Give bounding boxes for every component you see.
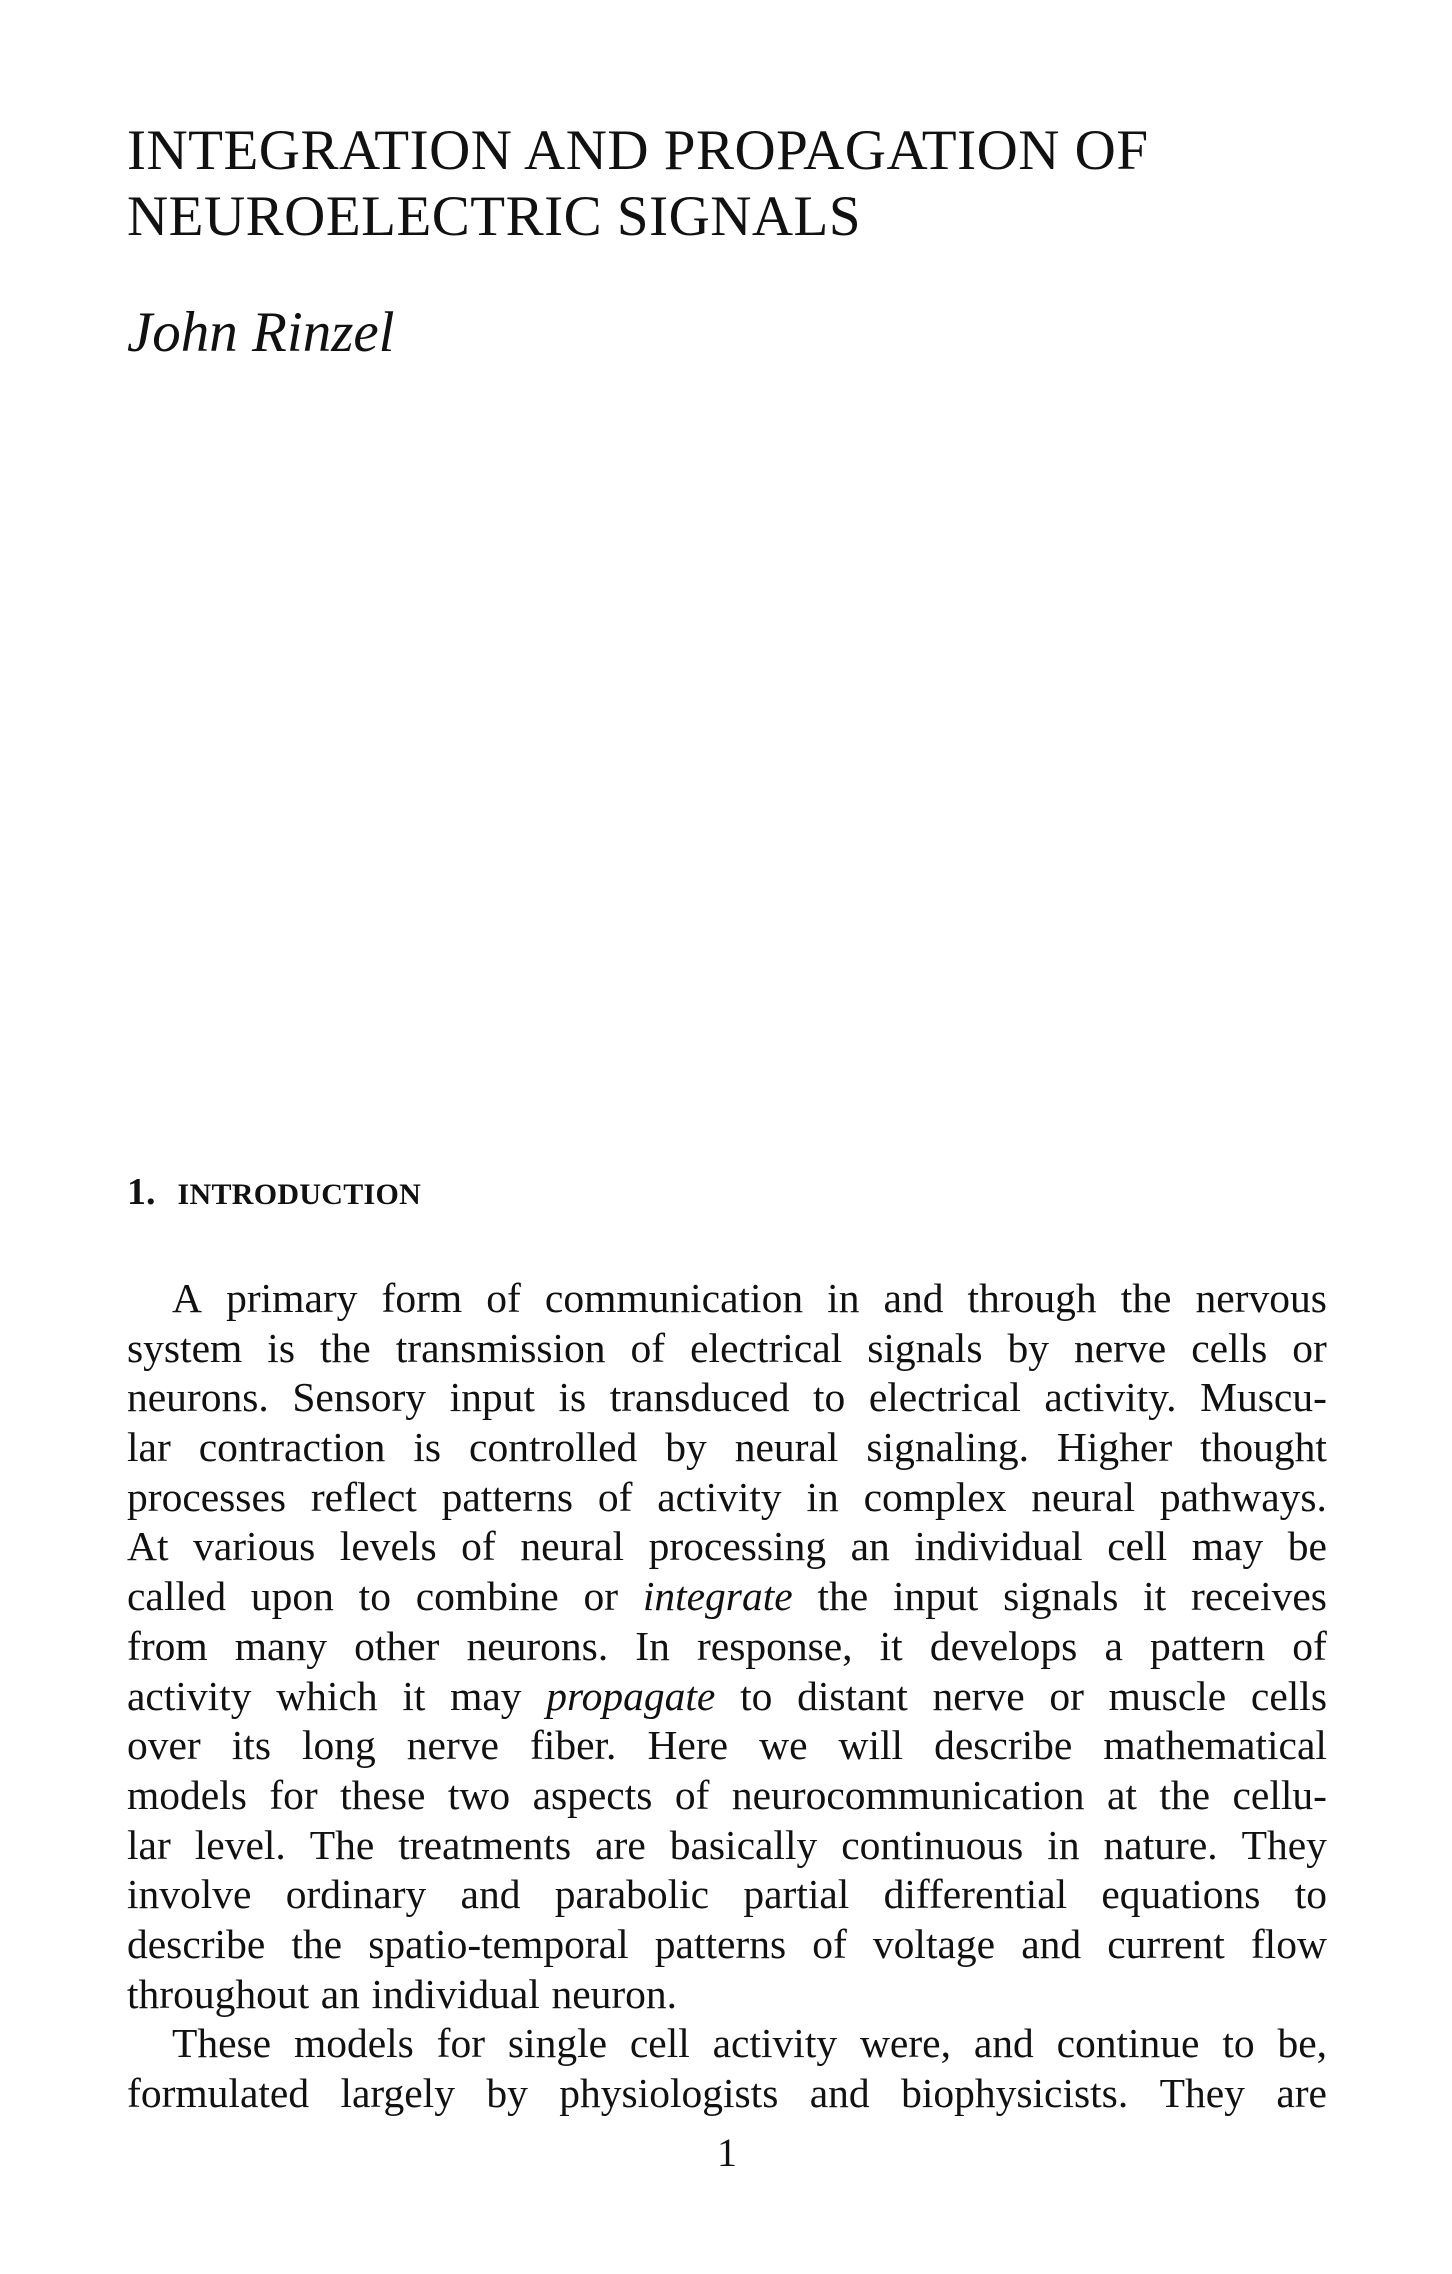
word: of <box>461 1523 496 1570</box>
word: were, <box>859 2020 951 2067</box>
word: response, <box>696 1622 853 1669</box>
word: through <box>967 1275 1097 1321</box>
word: The <box>309 1821 375 1868</box>
word: neural <box>520 1523 625 1570</box>
word: nerve <box>406 1722 499 1769</box>
text-line <box>127 1920 1327 1970</box>
word: we <box>759 1722 808 1769</box>
word: the <box>320 1324 371 1371</box>
title-line-2: NEUROELECTRIC SIGNALS <box>127 185 862 248</box>
word: may <box>1191 1523 1264 1570</box>
word: contraction <box>198 1424 386 1471</box>
word: electrical <box>690 1324 843 1371</box>
word: These <box>172 2020 272 2067</box>
paragraph-2 <box>127 2019 1327 2118</box>
word: by <box>665 1424 707 1471</box>
word: will <box>838 1722 904 1769</box>
word: biophysicists. <box>901 2070 1129 2116</box>
word: reflect <box>310 1473 417 1520</box>
word: to <box>1294 1871 1327 1918</box>
text-line <box>127 2069 1327 2119</box>
word: activity <box>712 2020 838 2067</box>
word: or <box>1049 1672 1084 1719</box>
word: and <box>809 2070 870 2116</box>
word: transmission <box>395 1324 606 1371</box>
word: integrate <box>642 1573 793 1620</box>
word: upon <box>250 1573 334 1620</box>
word: models <box>127 1771 247 1818</box>
text-line <box>127 1572 1327 1622</box>
word: by <box>1007 1324 1049 1371</box>
word: describe <box>127 1920 266 1967</box>
word: signals <box>1003 1573 1119 1620</box>
word: from <box>127 1622 208 1669</box>
word: aspects <box>532 1771 653 1818</box>
word: be <box>1287 1523 1327 1570</box>
text-line <box>127 1373 1327 1423</box>
article-title <box>127 118 1327 250</box>
word: individual <box>914 1523 1083 1570</box>
word: system <box>127 1324 243 1371</box>
word: are <box>595 1821 646 1868</box>
word: communication <box>544 1275 804 1321</box>
word: complex <box>863 1473 1007 1520</box>
text-line <box>127 1821 1327 1871</box>
word: formulated <box>127 2070 310 2116</box>
text-line <box>127 1473 1327 1523</box>
text-line <box>127 1423 1327 1473</box>
word: or <box>1292 1324 1327 1371</box>
word: current <box>1107 1920 1225 1967</box>
word: many <box>234 1622 327 1669</box>
word: input <box>892 1573 979 1620</box>
text-line <box>127 1324 1327 1374</box>
author-name: John Rinzel <box>127 301 395 364</box>
word: Higher <box>1056 1424 1173 1471</box>
word: the <box>1159 1771 1211 1818</box>
word: various <box>193 1523 316 1570</box>
word: be, <box>1277 2020 1327 2067</box>
word: signaling. <box>866 1424 1029 1471</box>
text-line <box>127 1721 1327 1771</box>
word: single <box>507 2020 608 2067</box>
word: They <box>1241 1821 1327 1868</box>
word: ordinary <box>285 1871 427 1918</box>
word: continuous <box>841 1821 1024 1868</box>
word: muscle <box>1108 1672 1227 1719</box>
word: called <box>127 1573 227 1620</box>
word: in <box>1047 1821 1080 1868</box>
word: may <box>450 1672 522 1719</box>
word: an <box>320 1970 360 2017</box>
page-number: 1 <box>717 2130 737 2175</box>
word: cellu- <box>1232 1771 1327 1818</box>
word: partial <box>743 1871 850 1918</box>
body-text <box>127 1274 1327 2119</box>
word: it <box>879 1622 903 1669</box>
word: its <box>231 1722 271 1769</box>
word: long <box>302 1722 376 1769</box>
word: a <box>1104 1622 1123 1669</box>
word: in <box>827 1275 860 1321</box>
text-line <box>127 1622 1327 1672</box>
word: treatments <box>398 1821 572 1868</box>
word: over <box>127 1722 201 1769</box>
word: involve <box>127 1871 252 1918</box>
word: In <box>635 1622 670 1669</box>
word: nature. <box>1103 1821 1218 1868</box>
word: thought <box>1200 1424 1327 1471</box>
word: basically <box>669 1821 818 1868</box>
word: signals <box>867 1324 983 1371</box>
word: patterns <box>441 1473 573 1520</box>
word: nerve <box>1074 1324 1167 1371</box>
word: which <box>276 1672 378 1719</box>
word: Here <box>647 1722 729 1769</box>
section-heading <box>127 1172 421 1215</box>
word: describe <box>934 1722 1073 1769</box>
word: neurons. <box>466 1622 609 1669</box>
word: by <box>486 2070 528 2116</box>
word: to <box>740 1672 773 1719</box>
word: cell <box>629 2020 690 2067</box>
word: models <box>293 2020 414 2067</box>
word: pathways. <box>1159 1473 1327 1520</box>
word: mathematical <box>1103 1722 1327 1769</box>
word: neurocommunication <box>731 1771 1085 1818</box>
word: controlled <box>469 1424 638 1471</box>
word: in <box>806 1473 839 1520</box>
text-line <box>127 1970 1327 2020</box>
word: other <box>354 1622 440 1669</box>
word: fiber. <box>529 1722 617 1769</box>
word: neuron. <box>551 1970 678 2017</box>
word: and <box>1021 1920 1082 1967</box>
word: neural <box>1031 1473 1135 1520</box>
word: physiologists <box>559 2070 779 2116</box>
word: processing <box>648 1523 827 1570</box>
text-line <box>127 1522 1327 1572</box>
word: neurons. <box>127 1374 269 1421</box>
word: Muscu- <box>1200 1374 1327 1421</box>
word: of <box>630 1324 666 1371</box>
word: these <box>340 1771 426 1818</box>
word: and <box>460 1871 521 1918</box>
word: processes <box>127 1473 287 1520</box>
word: and <box>883 1275 944 1321</box>
word: primary <box>226 1275 358 1321</box>
word: of <box>486 1275 521 1321</box>
word: to <box>1222 2020 1255 2067</box>
word: of <box>812 1920 847 1967</box>
word: are <box>1276 2070 1327 2116</box>
word: to <box>358 1573 391 1620</box>
word: nerve <box>932 1672 1025 1719</box>
word: of <box>1292 1622 1327 1669</box>
word: the <box>817 1573 869 1620</box>
text-line <box>127 1274 1327 1324</box>
section-number: 1. <box>127 1171 156 1213</box>
word: lar <box>127 1821 171 1868</box>
word: activity. <box>1044 1374 1177 1421</box>
word: patterns <box>654 1920 787 1967</box>
word: lar <box>127 1424 171 1471</box>
word: equations <box>1101 1871 1261 1918</box>
word: propagate <box>546 1672 716 1719</box>
word: voltage <box>872 1920 996 1967</box>
word: At <box>127 1523 169 1570</box>
text-line <box>127 1672 1327 1722</box>
text-line <box>127 2019 1327 2069</box>
word: parabolic <box>554 1871 710 1918</box>
word: nervous <box>1195 1275 1327 1321</box>
word: throughout <box>127 1970 310 2017</box>
word: and <box>973 2020 1034 2067</box>
word: it <box>1143 1573 1167 1620</box>
word: largely <box>340 2070 455 2116</box>
title-line-1: INTEGRATION AND PROPAGATION OF <box>127 119 1149 182</box>
word: Sensory <box>292 1374 427 1421</box>
paragraph-1 <box>127 1274 1327 2019</box>
word: flow <box>1250 1920 1327 1967</box>
word: the <box>291 1920 343 1967</box>
word: activity <box>657 1473 782 1520</box>
word: or <box>583 1573 619 1620</box>
word: develops <box>929 1622 1078 1669</box>
page <box>127 0 1327 2274</box>
word: electrical <box>868 1374 1021 1421</box>
word: is <box>413 1424 442 1471</box>
word: levels <box>339 1523 437 1570</box>
word: differential <box>883 1871 1068 1918</box>
text-line <box>127 1771 1327 1821</box>
word: They <box>1159 2070 1245 2116</box>
word: combine <box>415 1573 559 1620</box>
word: receives <box>1191 1573 1327 1620</box>
word: the <box>1120 1275 1172 1321</box>
word: A <box>172 1275 202 1321</box>
word: activity <box>127 1672 252 1719</box>
section-title: INTRODUCTION <box>177 1178 422 1211</box>
word: cells <box>1250 1672 1327 1719</box>
word: at <box>1106 1771 1137 1818</box>
word: transduced <box>609 1374 790 1421</box>
word: to <box>813 1374 846 1421</box>
word: distant <box>797 1672 908 1719</box>
word: two <box>447 1771 511 1818</box>
word: form <box>381 1275 463 1321</box>
word: it <box>402 1672 426 1719</box>
word: cell <box>1107 1523 1168 1570</box>
text-line <box>127 1870 1327 1920</box>
word: cells <box>1191 1324 1268 1371</box>
word: for <box>436 2020 486 2067</box>
word: spatio-temporal <box>368 1920 629 1967</box>
word: input <box>449 1374 535 1421</box>
word: neural <box>734 1424 839 1471</box>
word: continue <box>1056 2020 1200 2067</box>
word: individual <box>371 1970 540 2017</box>
word: level. <box>194 1821 286 1868</box>
word: an <box>850 1523 890 1570</box>
word: pattern <box>1149 1622 1266 1669</box>
word: is <box>558 1374 587 1421</box>
word: is <box>267 1324 295 1371</box>
word: of <box>674 1771 710 1818</box>
word: for <box>269 1771 318 1818</box>
word: of <box>597 1473 633 1520</box>
